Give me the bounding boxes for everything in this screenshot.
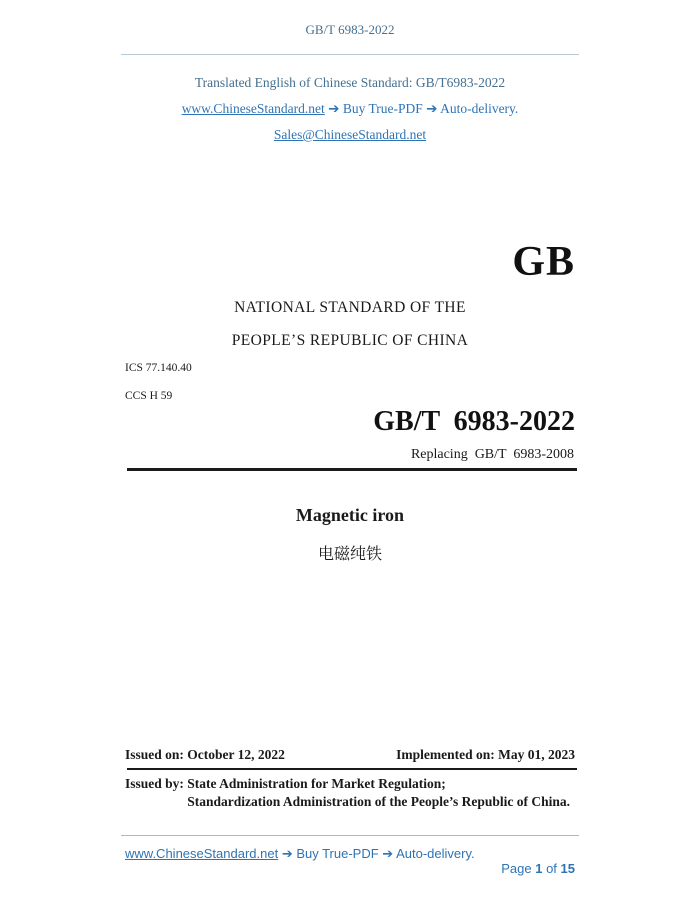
page-indicator [480, 846, 575, 891]
header-buy-line [0, 101, 700, 117]
implemented-on-date: Implemented on: May 01, 2023 [396, 747, 575, 762]
website-link[interactable]: www.ChineseStandard.net [181, 101, 325, 116]
title-divider [127, 468, 577, 471]
issued-by-line1: State Administration for Market Regulation; [187, 776, 446, 791]
email-link[interactable]: Sales@ChineseStandard.net [273, 127, 427, 142]
issuance-dates-row [125, 747, 575, 763]
page-of-label: of [542, 861, 561, 876]
footer-tagline-text: ➔ Buy True-PDF ➔ Auto-delivery. [278, 846, 475, 861]
buy-line-text: ➔ Buy True-PDF ➔ Auto-delivery. [324, 101, 519, 116]
footer [125, 846, 575, 891]
issued-by-content [187, 775, 570, 811]
issuance-divider [127, 768, 577, 770]
page-total: 15 [560, 861, 575, 876]
issued-by-label: Issued by: [125, 776, 188, 791]
footer-website-link[interactable]: www.ChineseStandard.net [125, 846, 279, 861]
ccs-code: CCS H 59 [125, 390, 173, 402]
gb-mark: GB [512, 239, 575, 285]
page-number: 1 [535, 861, 543, 876]
page-label: Page [501, 861, 536, 876]
national-standard-line2: PEOPLE’S REPUBLIC OF CHINA [231, 332, 469, 349]
issued-by-block [125, 775, 585, 811]
issued-on-date: Issued on: October 12, 2022 [125, 747, 285, 762]
issued-by-line2: Standardization Administration of the People’s Republic of China. [187, 794, 571, 810]
standard-number: GB/T 6983-2022 [373, 406, 575, 437]
running-header-doc-number: GB/T 6983-2022 [305, 22, 395, 37]
header-email-line [0, 127, 700, 143]
footer-divider [121, 835, 579, 836]
header-divider [121, 54, 579, 55]
translated-line: Translated English of Chinese Standard: GB/T6983-2022 [194, 75, 506, 90]
title-english: Magnetic iron [295, 505, 405, 525]
replacing-note: Replacing GB/T 6983-2008 [410, 447, 574, 462]
national-standard-line1: NATIONAL STANDARD OF THE [234, 299, 466, 316]
title-chinese: 电磁纯铁 [317, 546, 382, 563]
ics-code: ICS 77.140.40 [125, 362, 192, 374]
footer-tagline [125, 846, 475, 862]
